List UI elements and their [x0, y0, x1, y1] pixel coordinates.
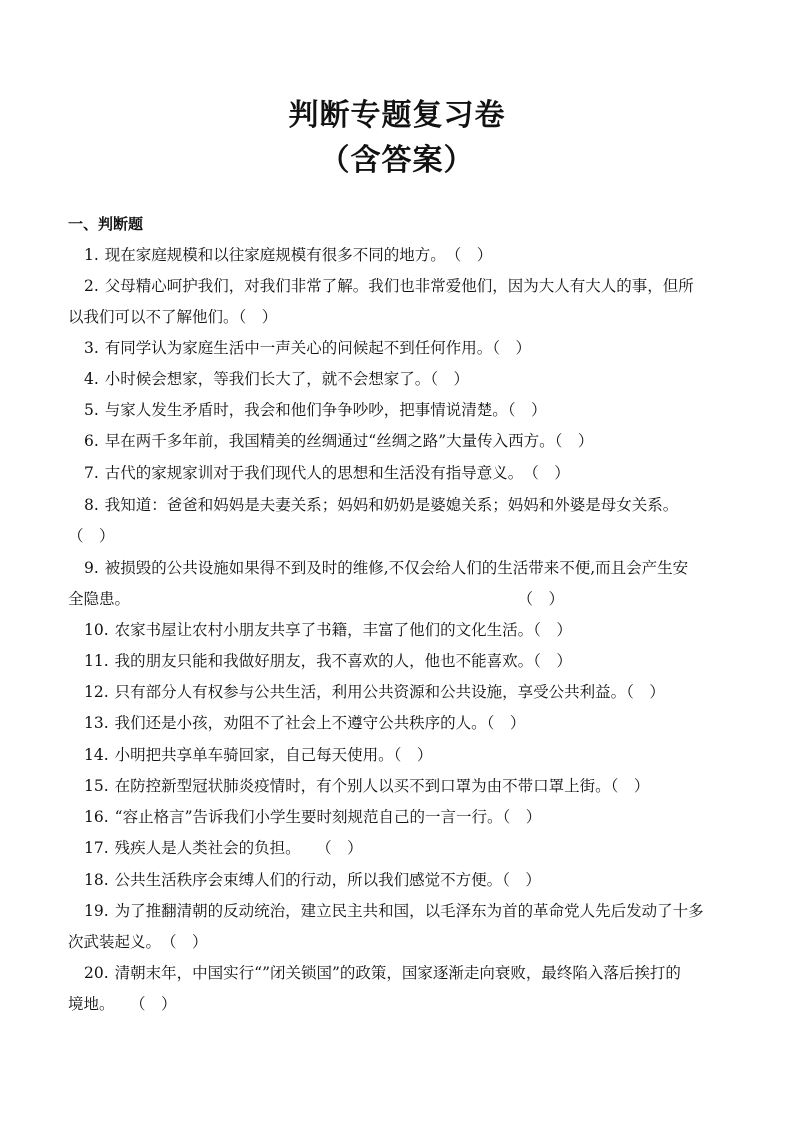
question-text: 被损毁的公共设施如果得不到及时的维修,不仅会给人们的生活带来不便,而且会产生安 — [104, 559, 689, 577]
question-line — [68, 708, 724, 739]
question-number: 14. — [84, 746, 109, 764]
question-line — [68, 771, 724, 802]
question-line — [68, 896, 724, 927]
question-line-continued: 境地。 （ ） — [68, 995, 177, 1013]
question-8 — [68, 490, 724, 552]
question-number: 16. — [84, 808, 109, 826]
question-number: 12. — [84, 683, 109, 701]
question-line — [68, 615, 724, 646]
question-number: 17. — [84, 839, 109, 857]
question-number: 1. — [84, 246, 99, 264]
question-number: 13. — [84, 714, 109, 732]
question-4 — [68, 364, 724, 395]
question-line — [68, 553, 724, 584]
question-number: 18. — [84, 871, 109, 889]
question-number: 15. — [84, 777, 109, 795]
question-text: 只有部分人有权参与公共生活，利用公共资源和公共设施，享受公共利益。（ ） — [114, 683, 665, 701]
question-text: 为了推翻清朝的反动统治，建立民主共和国，以毛泽东为首的革命党人先后发动了十多 — [114, 902, 704, 920]
question-line — [68, 958, 724, 989]
question-12 — [68, 677, 724, 708]
question-7 — [68, 458, 724, 489]
question-text: 有同学认为家庭生活中一声关心的问候起不到任何作用。（ ） — [104, 339, 532, 357]
question-text: 在防控新型冠状肺炎疫情时，有个别人以买不到口罩为由不带口罩上街。（ ） — [114, 777, 650, 795]
question-text: “容止格言”告诉我们小学生要时刻规范自己的一言一行。（ ） — [114, 808, 542, 826]
question-number: 3. — [84, 339, 99, 357]
question-number: 11. — [84, 652, 109, 670]
question-text: 我知道：爸爸和妈妈是夫妻关系；妈妈和奶奶是婆媳关系；妈妈和外婆是母女关系。 — [104, 496, 679, 514]
question-11 — [68, 646, 724, 677]
question-line — [68, 364, 724, 395]
section-heading: 一、判断题 — [68, 215, 144, 233]
question-5 — [68, 395, 724, 426]
question-number: 8. — [84, 496, 99, 514]
question-text: 我的朋友只能和我做好朋友，我不喜欢的人，他也不能喜欢。（ ） — [114, 652, 572, 670]
question-line-continued: （ ） — [68, 527, 115, 545]
question-line — [68, 271, 724, 302]
question-text: 古代的家规家训对于我们现代人的思想和生活没有指导意义。 （ ） — [104, 464, 570, 482]
question-line — [68, 833, 724, 864]
question-line-continued: 以我们可以不了解他们。（ ） — [68, 308, 278, 326]
question-line — [68, 395, 724, 426]
question-text: 早在两千多年前，我国精美的丝绸通过“丝绸之路”大量传入西方。（ ） — [104, 432, 594, 450]
question-line — [68, 865, 724, 896]
question-line — [68, 240, 724, 271]
question-2 — [68, 271, 724, 333]
question-20 — [68, 958, 724, 1020]
question-line-continued: 全隐患。 （ ） — [68, 590, 565, 608]
question-line-continued: 次武装起义。 （ ） — [68, 933, 208, 951]
question-number: 2. — [84, 277, 99, 295]
question-1 — [68, 240, 724, 271]
question-line — [68, 333, 724, 364]
question-text: 与家人发生矛盾时，我会和他们争争吵吵，把事情说清楚。（ ） — [104, 401, 547, 419]
question-line — [68, 802, 724, 833]
question-text: 小明把共享单车骑回家，自己每天使用。（ ） — [114, 746, 433, 764]
question-text: 小时候会想家，等我们长大了，就不会想家了。（ ） — [104, 370, 470, 388]
question-18 — [68, 865, 724, 896]
document-title: 判断专题复习卷 — [288, 98, 506, 133]
question-19 — [68, 896, 724, 958]
question-9 — [68, 553, 724, 615]
question-line — [68, 458, 724, 489]
question-number: 9. — [84, 559, 99, 577]
question-text: 现在家庭规模和以往家庭规模有很多不同的地方。 （ ） — [104, 246, 493, 264]
question-text: 残疾人是人类社会的负担。 （ ） — [114, 839, 363, 857]
question-line — [68, 677, 724, 708]
question-number: 5. — [84, 401, 99, 419]
question-line — [68, 740, 724, 771]
question-number: 20. — [84, 964, 109, 982]
question-number: 19. — [84, 902, 109, 920]
question-number: 4. — [84, 370, 99, 388]
question-17 — [68, 833, 724, 864]
question-text: 公共生活秩序会束缚人们的行动，所以我们感觉不方便。（ ） — [114, 871, 541, 889]
question-text: 父母精心呵护我们，对我们非常了解。我们也非常爱他们，因为大人有大人的事，但所 — [104, 277, 694, 295]
question-15 — [68, 771, 724, 802]
document-subtitle: （含答案） — [319, 143, 475, 178]
question-3 — [68, 333, 724, 364]
question-text: 农家书屋让农村小朋友共享了书籍，丰富了他们的文化生活。（ ） — [114, 621, 572, 639]
question-10 — [68, 615, 724, 646]
question-number: 6. — [84, 432, 99, 450]
question-line — [68, 490, 724, 521]
question-line — [68, 646, 724, 677]
question-text: 我们还是小孩，劝阻不了社会上不遵守公共秩序的人。（ ） — [114, 714, 526, 732]
question-line — [68, 426, 724, 457]
question-14 — [68, 740, 724, 771]
question-13 — [68, 708, 724, 739]
question-6 — [68, 426, 724, 457]
question-text: 清朝末年，中国实行“”闭关锁国”的政策，国家逐渐走向衰败，最终陷入落后挨打的 — [114, 964, 681, 982]
question-number: 7. — [84, 464, 99, 482]
question-number: 10. — [84, 621, 109, 639]
question-16 — [68, 802, 724, 833]
